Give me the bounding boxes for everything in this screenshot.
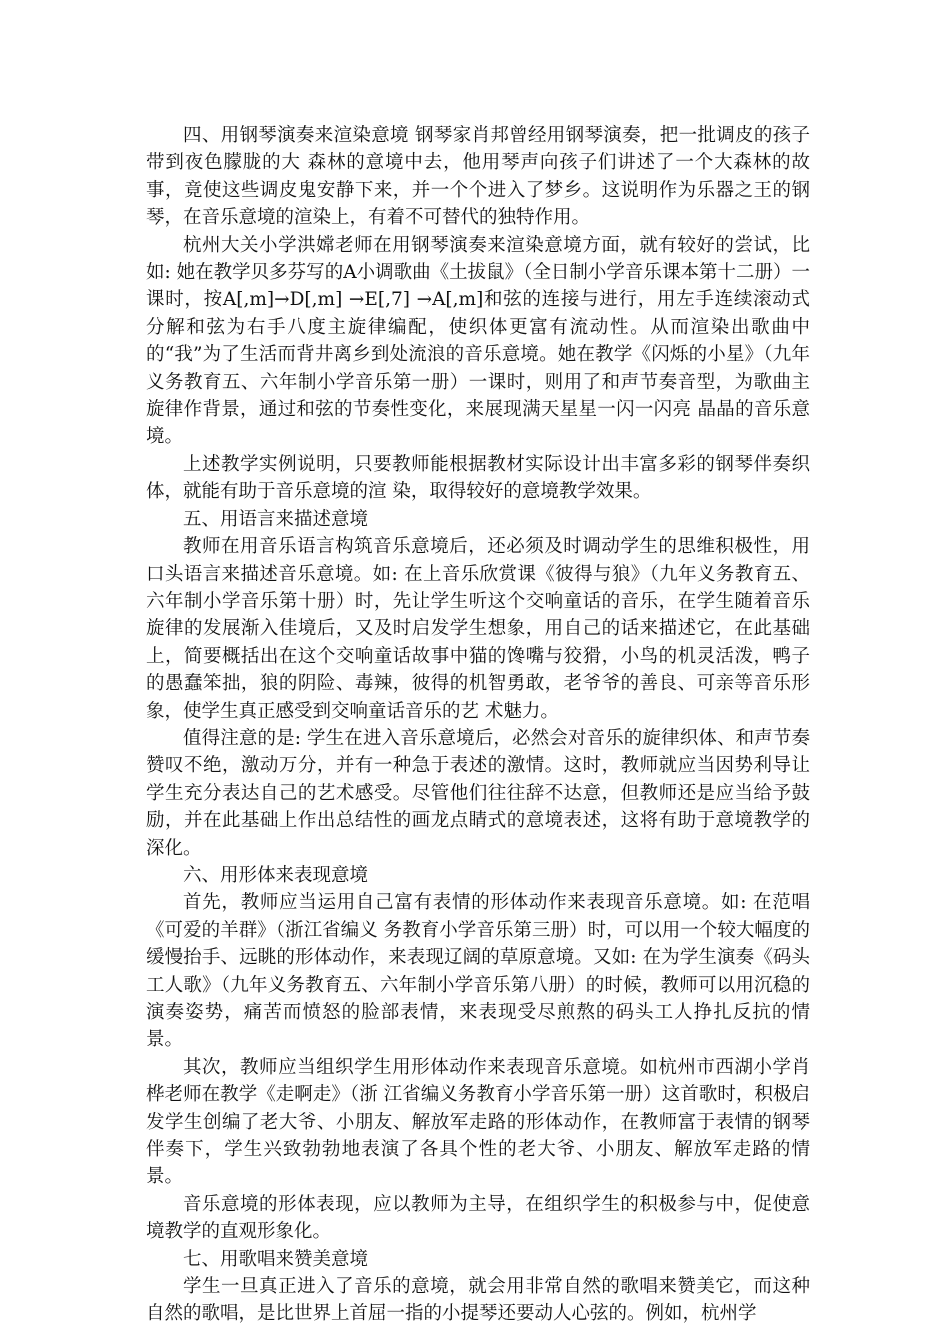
paragraph-piano-summary: 上述教学实例说明，只要教师能根据教材实际设计出丰富多彩的钢琴伴奏织体，就能有助于音乐意境的渲 染，取得较好的意境教学效果。 [146, 453, 810, 503]
paragraph-body-summary: 音乐意境的形体表现，应以教师为主导，在组织学生的积极参与中，促使意境教学的直观形象化。 [146, 1193, 810, 1243]
section-heading-language: 五、用语言来描述意境 [183, 508, 369, 530]
paragraph-piano-intro: 四、用钢琴演奏来渲染意境 钢琴家肖邦曾经用钢琴演奏，把一批调皮的孩子带到夜色朦胧的大 森林的意境中去，他用琴声向孩子们讲述了一个大森林的故事，竟使这些调皮鬼安静下来，并一个个进入了梦乡。这说明作为乐器之王的钢琴，在音乐意境的渲染上，有着不可替代的独特作用。 [146, 125, 810, 229]
paragraph-body-students: 其次，教师应当组织学生用形体动作来表现音乐意境。如杭州市西湖小学肖桦老师在教学《走啊走》（浙 江省编义务教育小学音乐第一册）这首歌时，积极启发学生创编了老大爷、小朋友、解放军走路的形体动作，在教师富于表情的钢琴伴奏下，学生兴致勃勃地表演了各具个性的老大爷、小朋友、解放军走路的情景。 [146, 1056, 810, 1188]
paragraph-singing-intro: 学生一旦真正进入了音乐的意境，就会用非常自然的歌唱来赞美它，而这种自然的歌唱，是比世界上首屈一指的小提琴还要动人心弦的。例如，杭州学 [146, 1276, 810, 1325]
section-heading-body: 六、用形体来表现意境 [183, 864, 369, 886]
paragraph-body-teacher: 首先，教师应当运用自己富有表情的形体动作来表现音乐意境。如: 在范唱《可爱的羊群》（浙江省编义 务教育小学音乐第三册）时，可以用一个较大幅度的缓慢抬手、远眺的形体动作，来表现辽阔的草原意境。又如: 在为学生演奏《码头工人歌》（九年义务教育五、六年制小学音乐第八册）的时候，教师可以用沉稳的演奏姿势，痛苦而愤怒的脸部表情，来表现受尽煎熬的码头工人挣扎反抗的情景。 [146, 892, 810, 1051]
paragraph-piano-example: 杭州大关小学洪嫦老师在用钢琴演奏来渲染意境方面，就有较好的尝试，比如: 她在教学贝多芬写的A小调歌曲《土拔鼠》（全日制小学音乐课本第十二册）一课时，按A[,m]→D[,m] →E[,7] →A[,m]和弦的连接与进行，用左手连续滚动式分解和弦为右手八度主旋律编配，使织体更富有流动性。从而渲染出歌曲中的“我”为了生活而背井离乡到处流浪的音乐意境。她在教学《闪烁的小星》（九年义务教育五、六年制小学音乐第一册）一课时，则用了和声节奏音型，为歌曲主旋律作背景，通过和弦的节奏性变化，来展现满天星星一闪一闪亮 晶晶的音乐意境。 [146, 234, 810, 448]
paragraph-language-note: 值得注意的是: 学生在进入音乐意境后，必然会对音乐的旋律织体、和声节奏赞叹不绝，激动万分，并有一种急于表述的激情。这时，教师就应当因势利导让学生充分表达自己的艺术感受。尽管他们往往辞不达意，但教师还是应当给予鼓励，并在此基础上作出总结性的画龙点睛式的意境表述，这将有助于意境教学的深化。 [146, 727, 810, 859]
paragraph-language-example: 教师在用音乐语言构筑音乐意境后，还必须及时调动学生的思维积极性，用口头语言来描述音乐意境。如: 在上音乐欣赏课《彼得与狼》（九年义务教育五、六年制小学音乐第十册）时，先让学生听这个交响童话的音乐，在学生随着音乐旋律的发展渐入佳境后，又及时启发学生想象，用自己的话来描述它，在此基础上，简要概括出在这个交响童话故事中猫的馋嘴与狡猾，小鸟的机灵活泼，鸭子的愚蠢笨拙，狼的阴险、毒辣，彼得的机智勇敢，老爷爷的善良、可亲等音乐形象，使学生真正感受到交响童话音乐的艺 术魅力。 [146, 536, 810, 722]
section-heading-singing: 七、用歌唱来赞美意境 [183, 1248, 369, 1270]
document-body [146, 122, 810, 1328]
